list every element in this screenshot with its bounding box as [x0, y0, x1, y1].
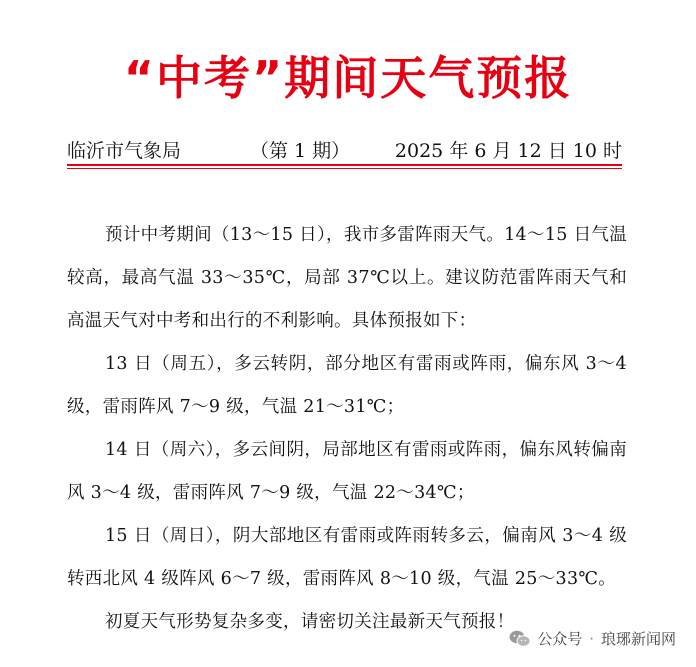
watermark-separator: · — [589, 629, 594, 648]
forecast-day-15: 15 日（周日），阴大部地区有雷雨或阵雨转多云，偏南风 3～4 级转西北风 4 级阵风 6～7 级，雷雨阵风 8～10 级，气温 25～33℃。 — [67, 526, 627, 589]
closing-paragraph: 初夏天气形势复杂多变，请密切关注最新天气预报！ — [105, 612, 515, 632]
intro-paragraph: 预计中考期间（13～15 日），我市多雷阵雨天气。14～15 日气温较高，最高气温 33～35℃，局部 37℃以上。建议防范雷阵雨天气和高温天气对中考和出行的不利影响。具体预报如下： — [67, 225, 627, 331]
issuing-agency: 临沂市气象局 — [67, 140, 182, 162]
header-rule-thin — [67, 168, 622, 169]
watermark — [509, 628, 676, 649]
forecast-body — [67, 214, 627, 644]
issue-date: 2025 年 6 月 12 日 10 时 — [394, 140, 622, 162]
document-title: “中考”期间天气预报 — [123, 51, 573, 105]
watermark-account: 琅琊新闻网 — [600, 630, 676, 648]
watermark-label: 公众号 — [537, 630, 583, 648]
forecast-day-13: 13 日（周五），多云转阴，部分地区有雷雨或阵雨，偏东风 3～4 级，雷雨阵风 7～9 级，气温 21～31℃； — [67, 354, 627, 417]
header-rule-thick — [67, 164, 622, 166]
issue-number: （第 1 期） — [250, 140, 351, 162]
wechat-icon — [509, 630, 531, 648]
forecast-day-14: 14 日（周六），多云间阴，局部地区有雷雨或阵雨，偏东风转偏南风 3～4 级，雷雨阵风 7～9 级，气温 22～34℃； — [67, 440, 627, 503]
